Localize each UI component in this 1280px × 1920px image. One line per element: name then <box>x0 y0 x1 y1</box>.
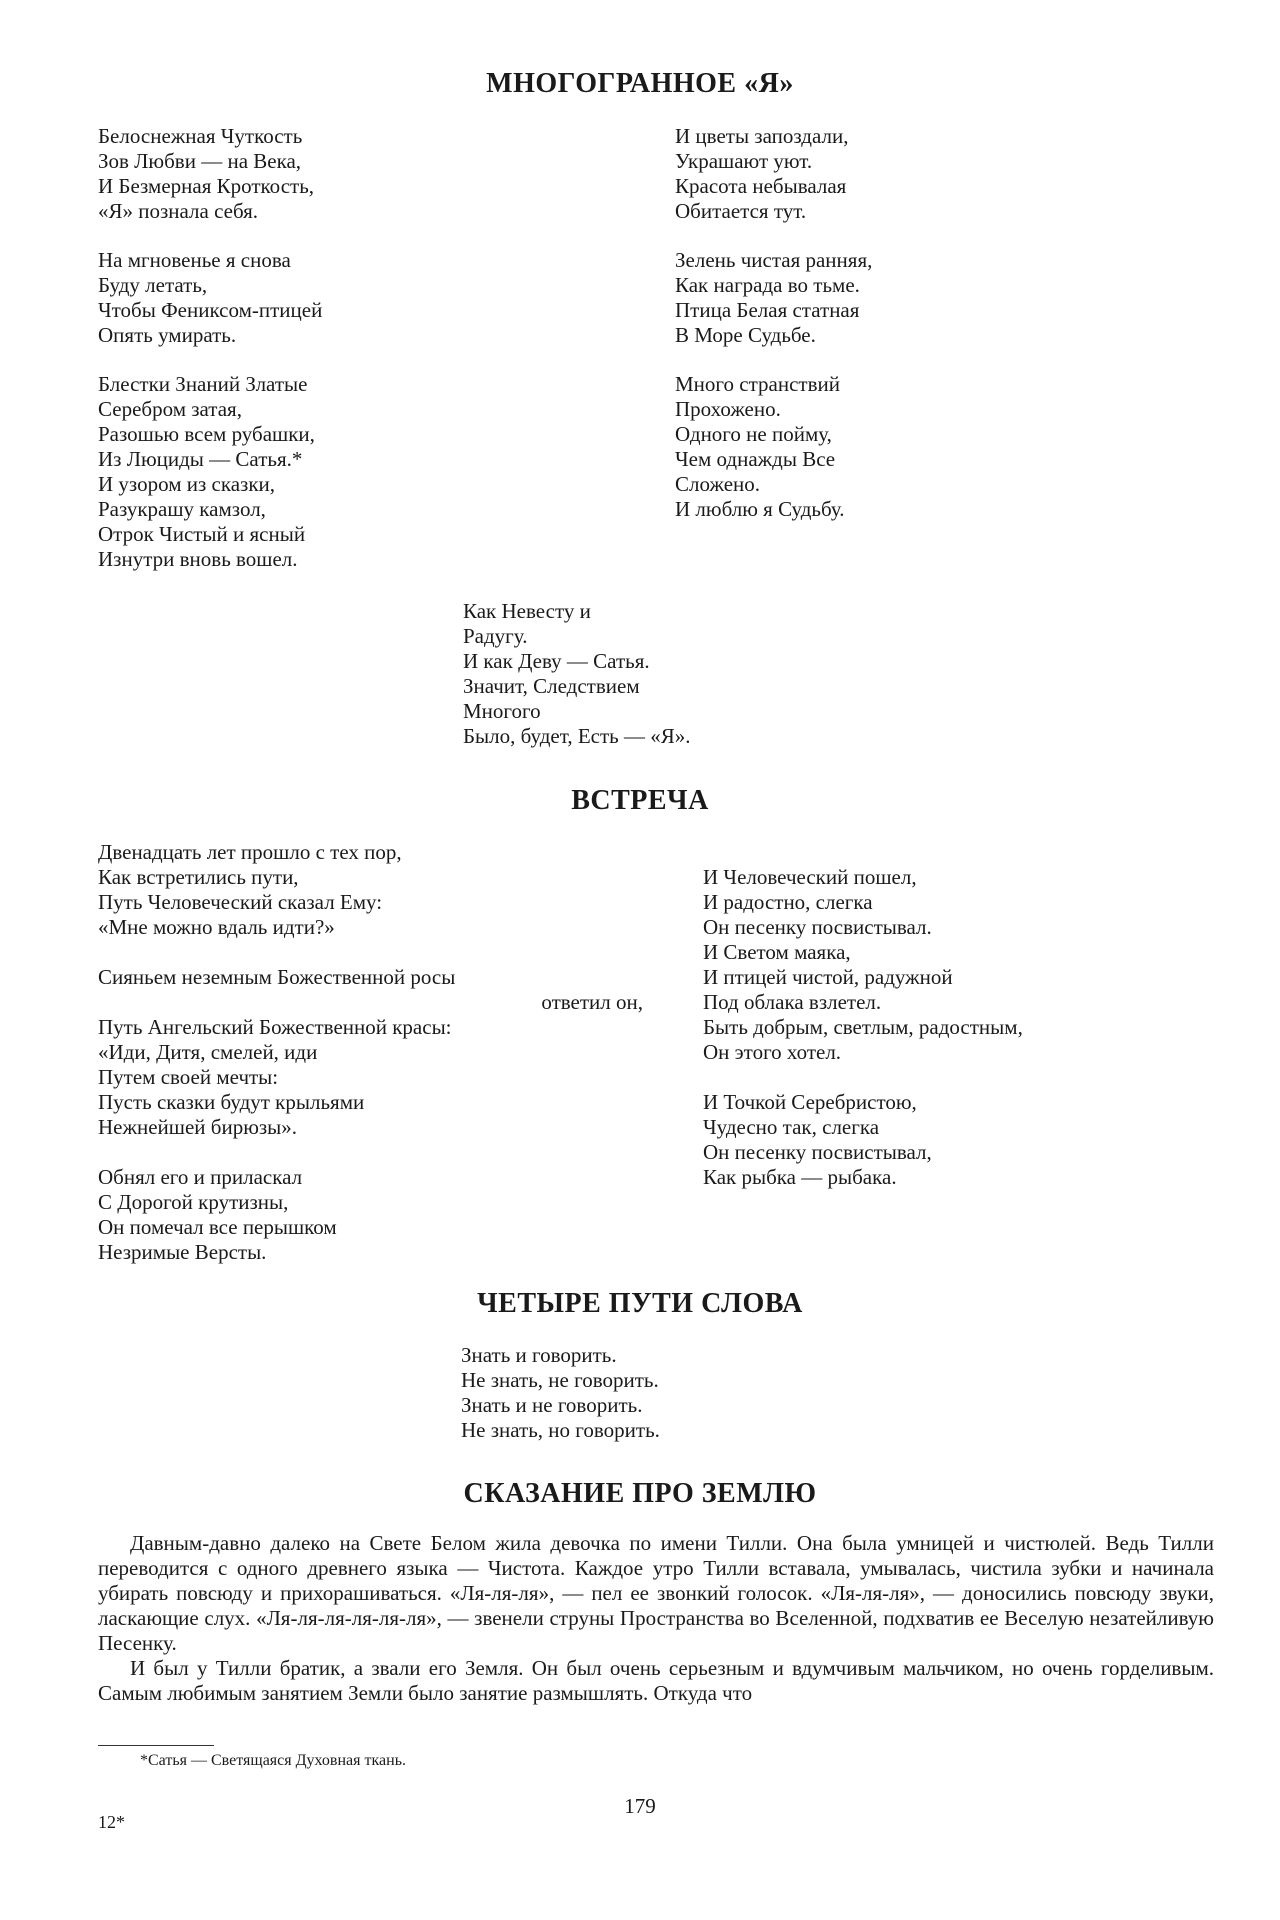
footnote: *Сатья — Светящаяся Духовная ткань. <box>140 1752 406 1769</box>
verse-line: И Светом маяка, <box>703 940 851 964</box>
verse-line: Пусть сказки будут крыльями <box>98 1090 365 1114</box>
verse-line: Много странствий <box>675 372 840 396</box>
verse-line: Красота небывалая <box>675 174 847 198</box>
verse-line: Изнутри вновь вошел. <box>98 547 298 571</box>
verse-line: Путем своей мечты: <box>98 1065 279 1089</box>
poem3-stanza <box>461 1343 660 1443</box>
verse-line: Он песенку посвистывал. <box>703 915 932 939</box>
verse-line: И Точкой Серебристою, <box>703 1090 917 1114</box>
poem2-left-stanza-3 <box>98 1165 337 1265</box>
verse-line: Из Люциды — Сатья.* <box>98 447 303 471</box>
poem-title-mnogogrannoe: МНОГОГРАННОЕ «Я» <box>486 68 794 99</box>
poem1-right-stanza-3 <box>675 372 845 522</box>
poem1-right-stanza-2 <box>675 248 872 348</box>
verse-line: Украшают уют. <box>675 149 813 173</box>
poem2-right-stanza-2 <box>703 1090 932 1190</box>
verse-line: Чтобы Фениксом-птицей <box>98 298 323 322</box>
verse-line: И радостно, слегка <box>703 890 873 914</box>
verse-line: На мгновенье я снова <box>98 248 291 272</box>
verse-line: «Мне можно вдаль идти?» <box>98 915 335 939</box>
verse-line: Незримые Версты. <box>98 1240 267 1264</box>
verse-line: Путь Человеческий сказал Ему: <box>98 890 383 914</box>
verse-line: Зелень чистая ранняя, <box>675 248 873 272</box>
verse-line: Чудесно так, слегка <box>703 1115 880 1139</box>
verse-line: Сияньем неземным Божественной росы <box>98 965 456 989</box>
verse-line: И как Деву — Сатья. <box>463 649 650 673</box>
verse-line: Как награда во тьме. <box>675 273 860 297</box>
verse-line: Зов Любви — на Века, <box>98 149 302 173</box>
poem1-left-stanza-3 <box>98 372 315 572</box>
poem-title-vstrecha: ВСТРЕЧА <box>571 785 709 816</box>
poem1-left-stanza-2 <box>98 248 322 348</box>
verse-line: Он песенку посвистывал, <box>703 1140 932 1164</box>
verse-line: Как рыбка — рыбака. <box>703 1165 897 1189</box>
verse-line: Двенадцать лет прошло с тех пор, <box>98 840 402 864</box>
poem1-right-stanza-1 <box>675 124 848 224</box>
verse-line: И птицей чистой, радужной <box>703 965 953 989</box>
poem2-right-stanza-1 <box>703 865 1023 1065</box>
verse-line: Как Невесту и <box>463 599 591 623</box>
verse-line: Знать и не говорить. <box>461 1393 643 1417</box>
verse-line: Многого <box>463 699 541 723</box>
verse-line: Блестки Знаний Златые <box>98 372 308 396</box>
verse-line: Буду летать, <box>98 273 208 297</box>
verse-line: Опять умирать. <box>98 323 237 347</box>
verse-line: Разошью всем рубашки, <box>98 422 315 446</box>
verse-line: С Дорогой крутизны, <box>98 1190 289 1214</box>
verse-line: И Человеческий пошел, <box>703 865 917 889</box>
verse-line: ответил он, <box>541 990 643 1014</box>
verse-line: Птица Белая статная <box>675 298 860 322</box>
verse-line: Обнял его и приласкал <box>98 1165 303 1189</box>
story-paragraph: И был у Тилли братик, а звали его Земля. Он был очень серьезным и вдумчивым мальчиком, но очень горделивым. Самым любимым занятием Земли было занятие размышлять. Откуда что <box>98 1656 1214 1705</box>
verse-line: В Море Судьбе. <box>675 323 816 347</box>
verse-line: Прохожено. <box>675 397 781 421</box>
verse-line: «Я» познала себя. <box>98 199 259 223</box>
verse-line: Под облака взлетел. <box>703 990 882 1014</box>
verse-line: Знать и говорить. <box>461 1343 617 1367</box>
verse-line: Было, будет, Есть — «Я». <box>463 724 691 748</box>
verse-line: И люблю я Судьбу. <box>675 497 845 521</box>
verse-line: Одного не пойму, <box>675 422 832 446</box>
verse-line: Быть добрым, светлым, радостным, <box>703 1015 1023 1039</box>
verse-line: «Иди, Дитя, смелей, иди <box>98 1040 318 1064</box>
verse-line: Путь Ангельский Божественной красы: <box>98 1015 452 1039</box>
verse-line: Не знать, не говорить. <box>461 1368 659 1392</box>
verse-line: Белоснежная Чуткость <box>98 124 303 148</box>
story-title: СКАЗАНИЕ ПРО ЗЕМЛЮ <box>463 1478 817 1509</box>
verse-line: Чем однажды Все <box>675 447 836 471</box>
verse-line: Как встретились пути, <box>98 865 299 889</box>
verse-line: Значит, Следствием <box>463 674 640 698</box>
poem1-center-stanza <box>463 599 690 749</box>
story-text <box>98 1531 1214 1706</box>
story-paragraph: Давным-давно далеко на Свете Белом жила девочка по имени Тилли. Она была умницей и чистюлей. Ведь Тилли переводится с одного древнего языка — Чистота. Каждое утро Тилли вставала, умывалась, чистила зубки и начинала убирать повсюду и прихорашиваться. «Ля-ля-ля», — пел ее звонкий голосок. «Ля-ля-ля», — доносились повсюду звуки, ласкающие слух. «Ля-ля-ля-ля-ля-ля», — звенели струны Пространства во Вселенной, подхватив ее Веселую незатейливую Песенку. <box>98 1531 1214 1655</box>
poem2-left-stanza-1 <box>98 840 402 940</box>
verse-line: Сложено. <box>675 472 761 496</box>
poem-title-chetyre-puti: ЧЕТЫРЕ ПУТИ СЛОВА <box>477 1288 803 1319</box>
verse-line: Обитается тут. <box>675 199 807 223</box>
verse-line: И цветы запоздали, <box>675 124 849 148</box>
signature-mark: 12* <box>98 1812 125 1832</box>
verse-line: Он помечал все перышком <box>98 1215 337 1239</box>
verse-line: Он этого хотел. <box>703 1040 842 1064</box>
verse-line: И Безмерная Кроткость, <box>98 174 315 198</box>
verse-line: И узором из сказки, <box>98 472 276 496</box>
verse-line: Не знать, но говорить. <box>461 1418 660 1442</box>
poem1-left-stanza-1 <box>98 124 314 224</box>
verse-line: Отрок Чистый и ясный <box>98 522 306 546</box>
verse-line: Нежнейшей бирюзы». <box>98 1115 298 1139</box>
verse-line: Радугу. <box>463 624 528 648</box>
poem2-left-stanza-2 <box>98 965 643 1140</box>
page-number: 179 <box>624 1794 656 1818</box>
verse-line: Серебром затая, <box>98 397 242 421</box>
footnote-divider <box>98 1745 214 1746</box>
verse-line: Разукрашу камзол, <box>98 497 266 521</box>
